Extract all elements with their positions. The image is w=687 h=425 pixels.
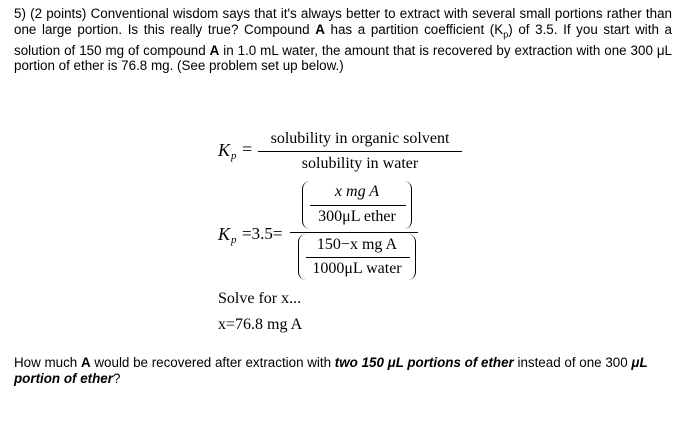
main-fraction-bar bbox=[290, 232, 418, 233]
inner-numerator-top: x mg A bbox=[334, 183, 380, 200]
equals-sign: = bbox=[242, 139, 253, 159]
numerator-organic: solubility in organic solvent bbox=[270, 130, 450, 147]
question-emphasis-2: μL portion of ether bbox=[14, 355, 648, 386]
kp-symbol: K bbox=[218, 140, 231, 160]
denominator-water: solubility in water bbox=[301, 155, 419, 172]
kp-subscript: p bbox=[503, 29, 509, 40]
kp-symbol-2: K bbox=[218, 224, 231, 244]
inner-numerator-bottom: 300μL ether bbox=[318, 208, 396, 225]
problem-text-1: Conventional wisdom says that it's always better to extract with several small portions rather than one large portion. Is this really true? Compound bbox=[14, 6, 672, 37]
problem-points: (2 points) bbox=[30, 6, 87, 21]
kp-symbol-subscript: p bbox=[231, 150, 237, 162]
solution-result: x=76.8 mg A bbox=[218, 316, 303, 333]
fraction-bar bbox=[258, 151, 462, 152]
solve-instruction: Solve for x... bbox=[218, 290, 302, 307]
kp-symbol-subscript-2: p bbox=[231, 234, 237, 246]
inner-fraction-bar-top bbox=[310, 205, 406, 206]
inner-denominator-bottom: 1000μL water bbox=[312, 260, 402, 277]
problem-number: 5) bbox=[14, 6, 26, 21]
inner-fraction-bar-bottom bbox=[306, 257, 410, 258]
kp-value: =3.5= bbox=[242, 224, 283, 243]
problem-statement bbox=[14, 6, 672, 74]
problem-text-4: in 1.0 mL water, the amount that is recovered by extraction with one 300 μL portion of ether is 76.8 mg. (See problem set up below.) bbox=[14, 42, 672, 74]
compound-label: A bbox=[315, 21, 325, 37]
compound-label-2: A bbox=[209, 42, 220, 58]
question-text bbox=[14, 355, 674, 386]
question-text-3: instead of one 300 bbox=[513, 355, 632, 370]
inner-denominator-top: 150−x mg A bbox=[316, 236, 398, 253]
problem-text-3: ) of 3.5. If you start with a solution of 150 mg of compound bbox=[14, 21, 673, 58]
question-text-1: How much bbox=[14, 355, 81, 370]
problem-text-2: has a partition coefficient (K bbox=[324, 21, 504, 37]
question-emphasis-1: two 150 μL portions of ether bbox=[334, 355, 514, 370]
question-text-2: would be recovered after extraction with bbox=[90, 355, 335, 370]
question-text-4: ? bbox=[112, 370, 121, 386]
question-compound: A bbox=[80, 355, 91, 370]
